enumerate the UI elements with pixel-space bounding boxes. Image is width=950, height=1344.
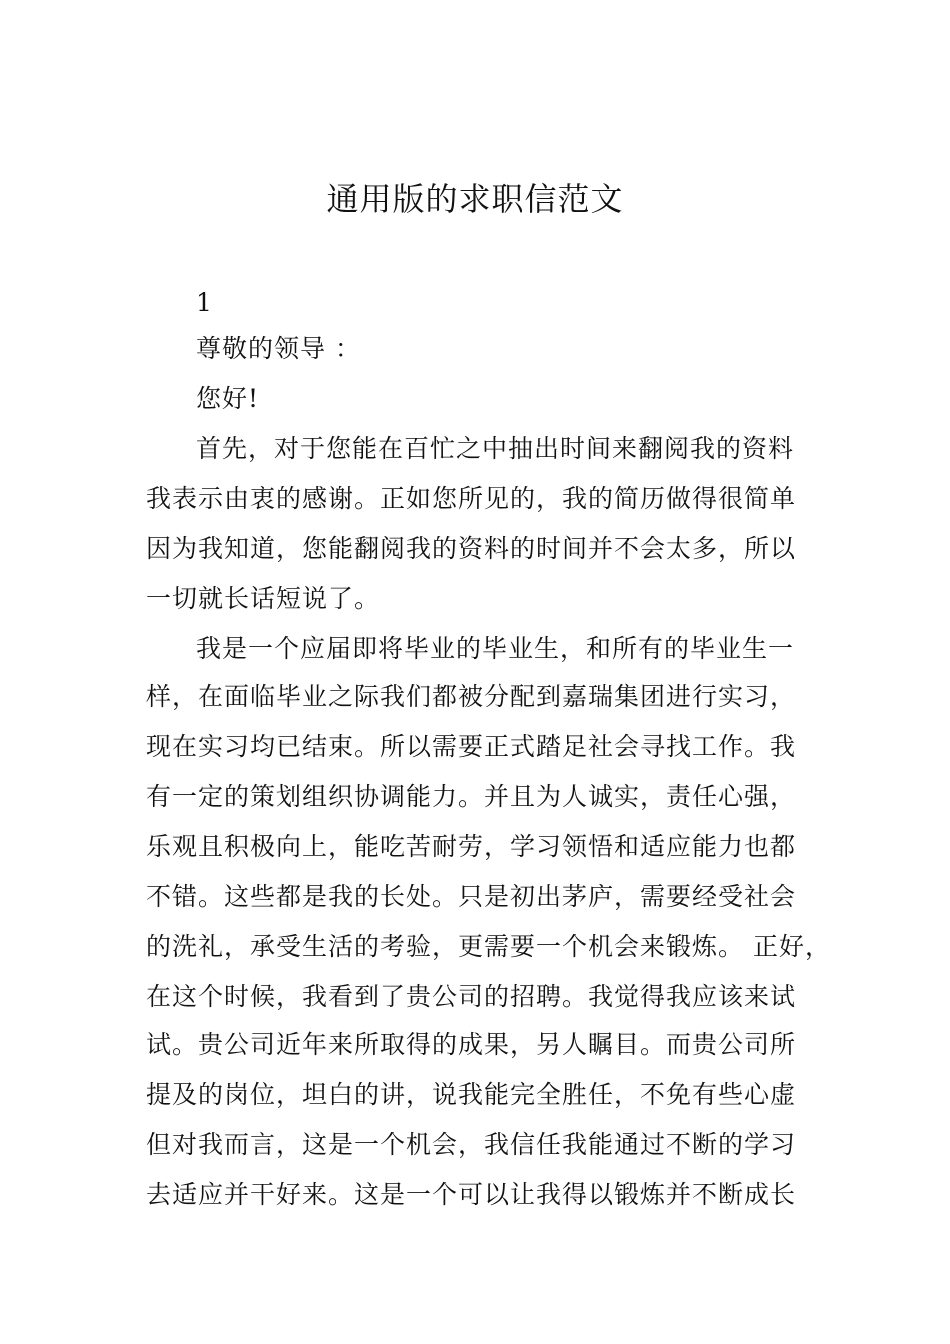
- paragraph2-line: 样，在面临毕业之际我们都被分配到嘉瑞集团进行实习，: [146, 682, 797, 711]
- paragraph2-line: 提及的岗位，坦白的讲，说我能完全胜任，不免有些心虚: [146, 1080, 797, 1109]
- paragraph1-line: 因为我知道，您能翻阅我的资料的时间并不会太多，所以: [146, 534, 797, 563]
- paragraph2-line: 乐观且积极向上，能吃苦耐劳，学习领悟和适应能力也都: [146, 832, 797, 861]
- paragraph2-line: 我是一个应届即将毕业的毕业生，和所有的毕业生一: [196, 634, 795, 663]
- paragraph1-line: 一切就长话短说了。: [146, 584, 381, 613]
- salutation: 尊敬的领导 ：: [196, 334, 361, 363]
- paragraph2-line: 去适应并干好来。这是一个可以让我得以锻炼并不断成长: [146, 1180, 797, 1209]
- section-number: 1: [196, 288, 213, 317]
- paragraph2-line: 现在实习均已结束。所以需要正式踏足社会寻找工作。我: [146, 732, 797, 761]
- paragraph1-line: 我表示由衷的感谢。正如您所见的，我的简历做得很简单: [146, 484, 797, 513]
- paragraph2-line: 不错。这些都是我的长处。只是初出茅庐，需要经受社会: [146, 882, 797, 911]
- paragraph2-line: 在这个时候，我看到了贵公司的招聘。我觉得我应该来试: [146, 982, 797, 1011]
- paragraph2-line: 有一定的策划组织协调能力。并且为人诚实，责任心强，: [146, 782, 797, 811]
- greeting: 您好!: [196, 384, 260, 413]
- paragraph1-line: 首先，对于您能在百忙之中抽出时间来翻阅我的资料: [196, 434, 795, 463]
- paragraph2-line: 试。贵公司近年来所取得的成果，另人瞩目。而贵公司所: [146, 1030, 797, 1059]
- document-title: 通用版的求职信范文: [326, 180, 624, 218]
- paragraph2-line: 的洗礼，承受生活的考验，更需要一个机会来锻炼。 正好，: [146, 932, 831, 961]
- paragraph2-line: 但对我而言，这是一个机会，我信任我能通过不断的学习: [146, 1130, 797, 1159]
